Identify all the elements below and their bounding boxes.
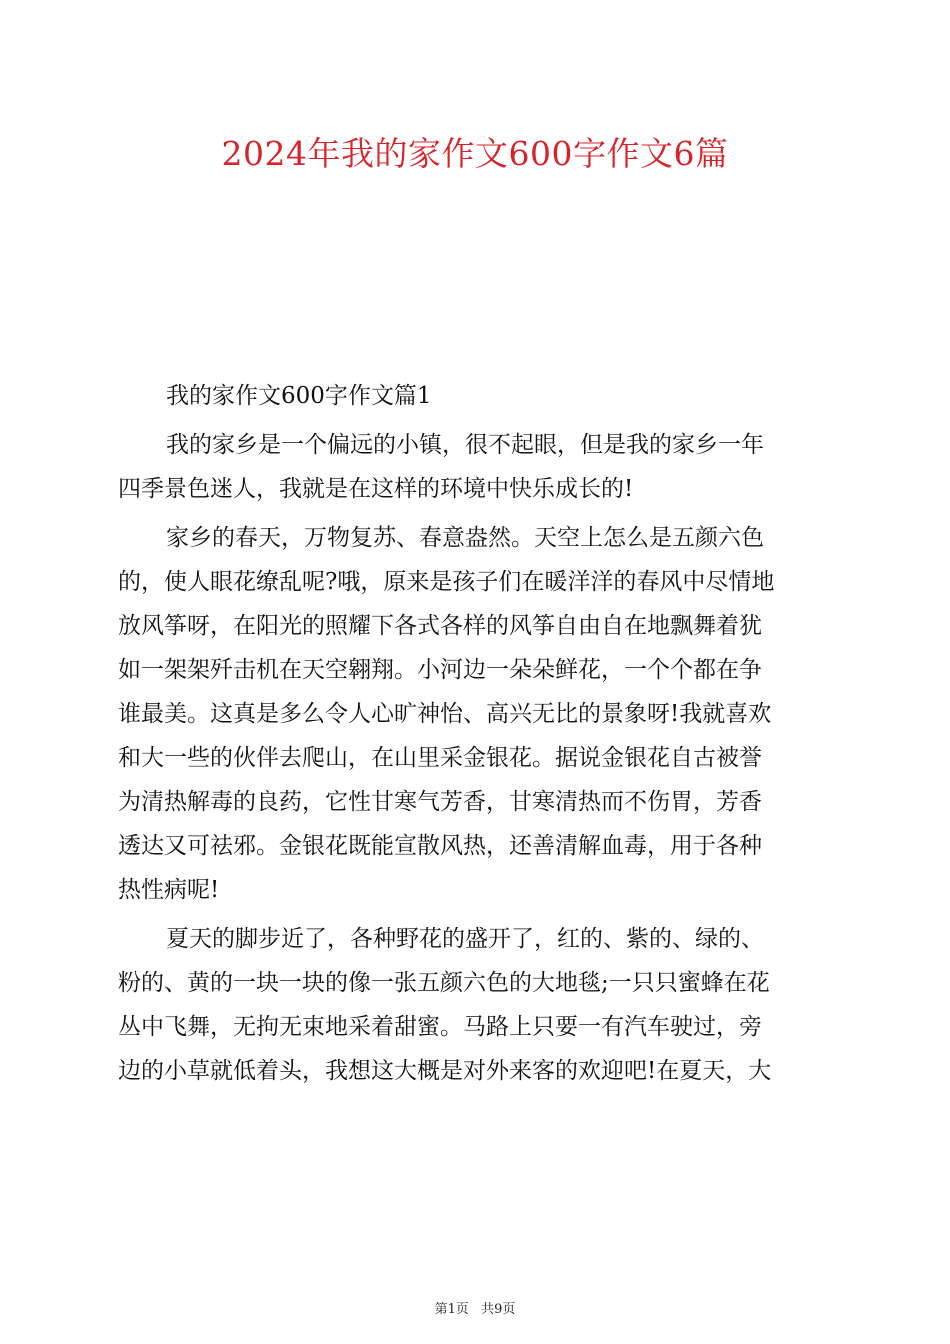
paragraph-line: 夏天的脚步近了，各种野花的盛开了，红的、紫的、绿的、: [166, 926, 764, 952]
paragraph-line: 谁最美。这真是多么令人心旷神怡、高兴无比的景象呀!我就喜欢: [118, 701, 772, 727]
document-title: 2024年我的家作文600字作文6篇: [221, 134, 729, 173]
paragraph-line: 透达又可祛邪。金银花既能宣散风热，还善清解血毒，用于各种: [118, 833, 762, 859]
paragraph-2: [118, 516, 838, 912]
paragraph-3: [118, 917, 838, 1093]
paragraph-1: [118, 423, 838, 511]
paragraph-line: 的，使人眼花缭乱呢?哦，原来是孩子们在暖洋洋的春风中尽情地: [118, 569, 775, 595]
paragraph-line: 丛中飞舞，无拘无束地采着甜蜜。马路上只要一有汽车驶过，旁: [118, 1014, 762, 1040]
paragraph-line: 边的小草就低着头，我想这大概是对外来客的欢迎吧!在夏天，大: [118, 1058, 772, 1084]
paragraph-line: 我的家乡是一个偏远的小镇，很不起眼，但是我的家乡一年: [166, 432, 764, 458]
paragraph-line: 如一架架歼击机在天空翱翔。小河边一朵朵鲜花，一个个都在争: [118, 657, 762, 683]
paragraph-line: 家乡的春天，万物复苏、春意盎然。天空上怎么是五颜六色: [166, 525, 764, 551]
paragraph-line: 和大一些的伙伴去爬山，在山里采金银花。据说金银花自古被誉: [118, 745, 762, 771]
section-heading: 我的家作文600字作文篇1: [166, 383, 432, 409]
paragraph-line: 为清热解毒的良药，它性甘寒气芳香，甘寒清热而不伤胃，芳香: [118, 789, 762, 815]
page-total: 共9页: [481, 1302, 516, 1317]
paragraph-line: 粉的、黄的一块一块的像一张五颜六色的大地毯;一只只蜜蜂在花: [118, 970, 770, 996]
document-body: [118, 374, 838, 1098]
page-number: 第1页: [434, 1302, 469, 1317]
paragraph-line: 热性病呢!: [118, 877, 220, 903]
paragraph-line: 四季景色迷人，我就是在这样的环境中快乐成长的!: [118, 476, 634, 502]
paragraph-line: 放风筝呀，在阳光的照耀下各式各样的风筝自由自在地飘舞着犹: [118, 613, 762, 639]
page-footer: [0, 1301, 950, 1319]
